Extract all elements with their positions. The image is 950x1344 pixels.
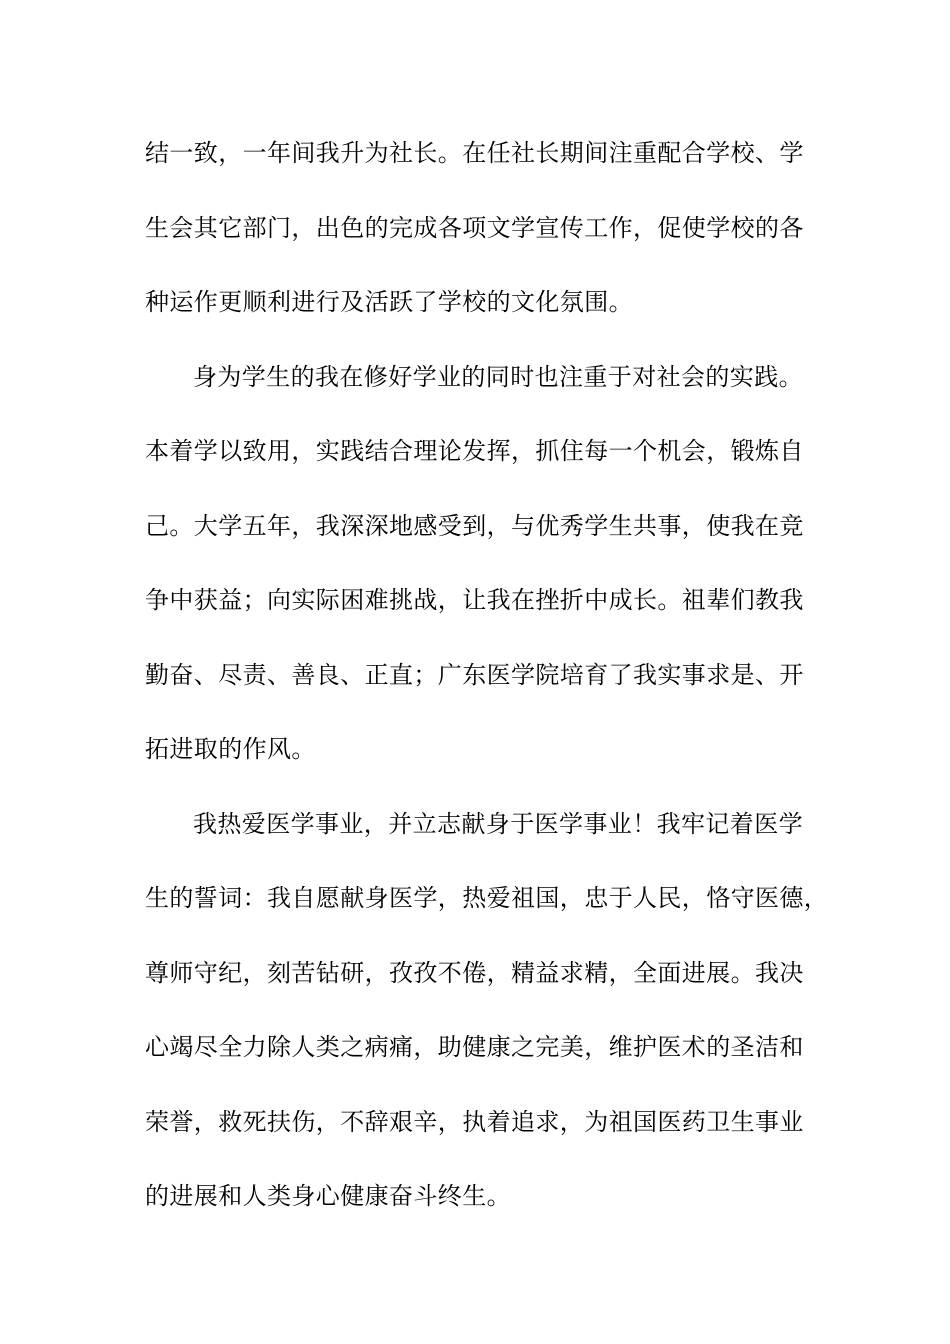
- text-line: 心竭尽全力除人类之病痛，助健康之完美，维护医术的圣洁和: [145, 1033, 804, 1061]
- text-line: 生的誓词：我自愿献身医学，热爱祖国，忠于人民，恪守医德，: [145, 884, 829, 912]
- text-line: 拓进取的作风。: [145, 735, 316, 763]
- text-line: 生会其它部门，出色的完成各项文学宣传工作，促使学校的各: [145, 213, 804, 242]
- text-line: 荣誉，救死扶伤，不辞艰辛，执着追求，为祖国医药卫生事业: [145, 1107, 804, 1136]
- text-line: 勤奋、尽责、善良、正直；广东医学院培育了我实事求是、开: [145, 660, 804, 689]
- text-line: 结一致，一年间我升为社长。在任社长期间注重配合学校、学: [145, 139, 804, 167]
- text-line: 尊师守纪，刻苦钻研，孜孜不倦，精益求精，全面进展。我决: [145, 958, 804, 987]
- text-line: 争中获益；向实际困难挑战，让我在挫折中成长。祖辈们教我: [145, 586, 804, 614]
- text-line: 种运作更顺利进行及活跃了学校的文化氛围。: [145, 288, 633, 316]
- text-line: 己。大学五年，我深深地感受到，与优秀学生共事，使我在竞: [145, 511, 804, 540]
- paragraph-start-line: 身为学生的我在修好学业的同时也注重于对社会的实践。: [193, 362, 803, 391]
- paragraph-start-line: 我热爱医学事业，并立志献身于医学事业！我牢记着医学: [193, 809, 803, 838]
- text-line: 的进展和人类身心健康奋斗终生。: [145, 1182, 511, 1210]
- text-line: 本着学以致用，实践结合理论发挥，抓住每一个机会，锻炼自: [145, 437, 804, 465]
- body-text: [145, 129, 829, 1247]
